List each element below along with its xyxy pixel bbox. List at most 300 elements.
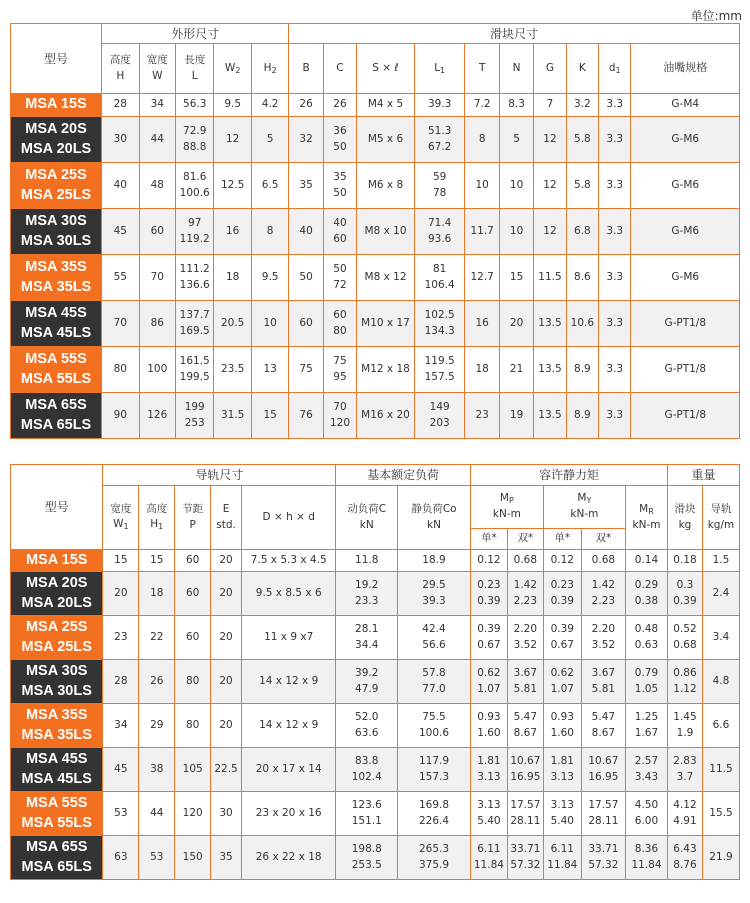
cell-wr: 6.6 [702, 704, 739, 748]
model-name: MSA 25LS [21, 638, 92, 655]
cell-l1: 51.3 67.2 [414, 117, 465, 163]
cell-c: 70 120 [323, 393, 356, 439]
model-cell [11, 836, 103, 880]
table-row [11, 704, 740, 748]
model-name: MSA 25S [25, 618, 88, 635]
cell-h2: 13 [251, 347, 288, 393]
cell-e: 22.5 [211, 748, 242, 792]
col-header-g: G [534, 44, 566, 94]
cell-mps: 0.12 [470, 550, 507, 572]
cell-s: M5 x 6 [357, 117, 415, 163]
model-name: MSA 30LS [21, 682, 92, 699]
cell-c: 28.1 34.4 [336, 616, 398, 660]
model-cell [11, 704, 103, 748]
cell-w: 100 [139, 347, 175, 393]
cell-n: 15 [499, 255, 533, 301]
col-header-w2: $W_2$ [214, 44, 251, 94]
model-cell [11, 209, 102, 255]
cell-w: 44 [139, 117, 175, 163]
cell-mr: 4.50 6.00 [625, 792, 667, 836]
cell-mr: 0.79 1.05 [625, 660, 667, 704]
col-header-oil-nipple: 油嘴规格 [631, 44, 740, 94]
col-header-block-weight: 滑块 kg [668, 486, 703, 550]
cell-dhd: 26 x 22 x 18 [241, 836, 335, 880]
model-cell [11, 301, 102, 347]
cell-l: 81.6 100.6 [175, 163, 213, 209]
cell-mr: 0.29 0.38 [625, 572, 667, 616]
col-header-double: 双* [507, 529, 543, 550]
model-name: MSA 55LS [21, 814, 92, 831]
cell-wr: 21.9 [702, 836, 739, 880]
cell-h1: 38 [139, 748, 175, 792]
table-row [11, 209, 740, 255]
cell-myd: 0.68 [581, 550, 625, 572]
header-weight: 重量 [668, 465, 740, 486]
col-header-n: N [499, 44, 533, 94]
cell-k: 8.6 [566, 255, 598, 301]
cell-k: 8.9 [566, 393, 598, 439]
cell-oil: G-M6 [631, 117, 740, 163]
model-name: MSA 55LS [20, 370, 92, 387]
cell-t: 10 [465, 163, 499, 209]
cell-h1: 15 [139, 550, 175, 572]
cell-mpd: 5.47 8.67 [507, 704, 543, 748]
cell-wb: 2.83 3.7 [668, 748, 703, 792]
header-static-moment: 容许静力矩 [470, 465, 667, 486]
model-cell [11, 550, 103, 572]
table-row [11, 255, 740, 301]
cell-myd: 33.71 57.32 [581, 836, 625, 880]
col-header-d1: $d_1$ [599, 44, 631, 94]
cell-mpd: 1.42 2.23 [507, 572, 543, 616]
cell-b: 26 [289, 94, 323, 117]
table-row [11, 347, 740, 393]
cell-wb: 0.3 0.39 [668, 572, 703, 616]
cell-l1: 39.3 [414, 94, 465, 117]
cell-mr: 1.25 1.67 [625, 704, 667, 748]
cell-h: 28 [102, 94, 139, 117]
cell-mps: 0.23 0.39 [470, 572, 507, 616]
cell-wr: 1.5 [702, 550, 739, 572]
cell-h2: 10 [251, 301, 288, 347]
table-row [11, 94, 740, 117]
cell-co: 75.5 100.6 [398, 704, 471, 748]
cell-w2: 20.5 [214, 301, 251, 347]
cell-p: 60 [175, 572, 211, 616]
cell-wb: 0.18 [668, 550, 703, 572]
model-name: MSA 20S [25, 120, 87, 137]
model-name: MSA 15S [25, 96, 87, 113]
cell-d1: 3.3 [599, 94, 631, 117]
model-cell [11, 163, 102, 209]
col-header-dynamic-load: 动负荷C kN [336, 486, 398, 550]
cell-w1: 23 [103, 616, 139, 660]
cell-w: 126 [139, 393, 175, 439]
cell-mys: 0.12 [543, 550, 581, 572]
cell-s: M8 x 10 [357, 209, 415, 255]
cell-k: 5.8 [566, 163, 598, 209]
cell-mys: 0.93 1.60 [543, 704, 581, 748]
cell-oil: G-PT1/8 [631, 393, 740, 439]
cell-mps: 0.39 0.67 [470, 616, 507, 660]
cell-h2: 6.5 [251, 163, 288, 209]
cell-g: 12 [534, 117, 566, 163]
cell-oil: G-PT1/8 [631, 301, 740, 347]
cell-t: 16 [465, 301, 499, 347]
cell-dhd: 11 x 9 x7 [241, 616, 335, 660]
cell-w1: 15 [103, 550, 139, 572]
col-header-s-l: S × ℓ [357, 44, 415, 94]
cell-n: 10 [499, 209, 533, 255]
col-header-b: B [289, 44, 323, 94]
cell-t: 18 [465, 347, 499, 393]
col-header-static-load: 静负荷Co kN [398, 486, 471, 550]
cell-mpd: 10.67 16.95 [507, 748, 543, 792]
cell-co: 29.5 39.3 [398, 572, 471, 616]
cell-wb: 6.43 8.76 [668, 836, 703, 880]
cell-d1: 3.3 [599, 393, 631, 439]
cell-c: 75 95 [323, 347, 356, 393]
cell-e: 20 [211, 616, 242, 660]
cell-h: 40 [102, 163, 139, 209]
cell-c: 35 50 [323, 163, 356, 209]
model-name: MSA 65S [25, 396, 87, 413]
cell-w1: 53 [103, 792, 139, 836]
cell-g: 12 [534, 209, 566, 255]
cell-mps: 3.13 5.40 [470, 792, 507, 836]
cell-h2: 4.2 [251, 94, 288, 117]
cell-p: 80 [175, 660, 211, 704]
cell-mr: 8.36 11.84 [625, 836, 667, 880]
cell-w2: 31.5 [214, 393, 251, 439]
col-header-h2: $H_2$ [251, 44, 288, 94]
cell-c: 40 60 [323, 209, 356, 255]
cell-h: 70 [102, 301, 139, 347]
cell-h1: 44 [139, 792, 175, 836]
cell-w2: 18 [214, 255, 251, 301]
cell-co: 265.3 375.9 [398, 836, 471, 880]
cell-d1: 3.3 [599, 255, 631, 301]
cell-c: 36 50 [323, 117, 356, 163]
col-header-d-h-d: D × h × d [241, 486, 335, 550]
cell-wr: 15.5 [702, 792, 739, 836]
cell-t: 11.7 [465, 209, 499, 255]
col-header-width-w1: 宽度 $W_1$ [103, 486, 139, 550]
cell-mys: 3.13 5.40 [543, 792, 581, 836]
cell-l1: 102.5 134.3 [414, 301, 465, 347]
model-name: MSA 20LS [21, 594, 92, 611]
cell-mps: 0.62 1.07 [470, 660, 507, 704]
model-name: MSA 25S [25, 166, 87, 183]
header-rail-dimensions: 导轨尺寸 [103, 465, 336, 486]
model-cell [11, 255, 102, 301]
cell-b: 75 [289, 347, 323, 393]
cell-d1: 3.3 [599, 301, 631, 347]
cell-w1: 28 [103, 660, 139, 704]
table-row [11, 616, 740, 660]
col-header-height-h1: 高度 $H_1$ [139, 486, 175, 550]
unit-label: 单位:mm [690, 9, 742, 23]
cell-mys: 6.11 11.84 [543, 836, 581, 880]
cell-g: 7 [534, 94, 566, 117]
cell-mps: 0.93 1.60 [470, 704, 507, 748]
cell-oil: G-PT1/8 [631, 347, 740, 393]
cell-wr: 4.8 [702, 660, 739, 704]
model-name: MSA 35LS [20, 278, 92, 295]
cell-h: 30 [102, 117, 139, 163]
rail-load-moment-table [10, 464, 740, 880]
cell-p: 120 [175, 792, 211, 836]
cell-dhd: 14 x 12 x 9 [241, 704, 335, 748]
col-header-e-std: E std. [211, 486, 242, 550]
cell-k: 3.2 [566, 94, 598, 117]
table-row [11, 748, 740, 792]
cell-w: 48 [139, 163, 175, 209]
cell-d1: 3.3 [599, 209, 631, 255]
cell-oil: G-M6 [631, 209, 740, 255]
model-name: MSA 45S [25, 750, 88, 767]
cell-d1: 3.3 [599, 117, 631, 163]
cell-n: 10 [499, 163, 533, 209]
cell-l: 97 119.2 [175, 209, 213, 255]
cell-h: 55 [102, 255, 139, 301]
model-cell [11, 94, 102, 117]
cell-wb: 1.45 1.9 [668, 704, 703, 748]
model-cell [11, 660, 103, 704]
cell-c: 19.2 23.3 [336, 572, 398, 616]
col-header-mr: $M_R$ kN-m [625, 486, 667, 550]
cell-mr: 2.57 3.43 [625, 748, 667, 792]
cell-b: 50 [289, 255, 323, 301]
cell-mys: 1.81 3.13 [543, 748, 581, 792]
table-row [11, 550, 740, 572]
cell-d1: 3.3 [599, 163, 631, 209]
col-header-k: K [566, 44, 598, 94]
model-name: MSA 45LS [21, 770, 92, 787]
model-cell [11, 616, 103, 660]
cell-n: 19 [499, 393, 533, 439]
model-cell [11, 748, 103, 792]
cell-b: 60 [289, 301, 323, 347]
cell-co: 57.8 77.0 [398, 660, 471, 704]
header-model: 型号 [11, 24, 102, 94]
cell-p: 105 [175, 748, 211, 792]
cell-co: 169.8 226.4 [398, 792, 471, 836]
table-row [11, 660, 740, 704]
cell-oil: G-M6 [631, 163, 740, 209]
cell-l: 199 253 [175, 393, 213, 439]
col-header-t: T [465, 44, 499, 94]
model-name: MSA 65LS [20, 416, 92, 433]
cell-h2: 9.5 [251, 255, 288, 301]
cell-h1: 29 [139, 704, 175, 748]
table-row [11, 163, 740, 209]
cell-dhd: 14 x 12 x 9 [241, 660, 335, 704]
cell-n: 5 [499, 117, 533, 163]
cell-l: 111.2 136.6 [175, 255, 213, 301]
header-outer-dimensions: 外形尺寸 [102, 24, 289, 44]
cell-mys: 0.39 0.67 [543, 616, 581, 660]
cell-mps: 1.81 3.13 [470, 748, 507, 792]
cell-myd: 5.47 8.67 [581, 704, 625, 748]
model-cell [11, 393, 102, 439]
col-header-mp: $M_P$ kN-m [470, 486, 543, 529]
cell-h1: 22 [139, 616, 175, 660]
table-row [11, 792, 740, 836]
cell-c: 11.8 [336, 550, 398, 572]
cell-c: 198.8 253.5 [336, 836, 398, 880]
cell-e: 30 [211, 792, 242, 836]
model-name: MSA 30S [25, 662, 88, 679]
cell-mpd: 3.67 5.81 [507, 660, 543, 704]
cell-l1: 71.4 93.6 [414, 209, 465, 255]
cell-h2: 8 [251, 209, 288, 255]
cell-wr: 2.4 [702, 572, 739, 616]
cell-t: 12.7 [465, 255, 499, 301]
cell-myd: 10.67 16.95 [581, 748, 625, 792]
cell-co: 42.4 56.6 [398, 616, 471, 660]
model-name: MSA 45S [25, 304, 87, 321]
cell-h: 90 [102, 393, 139, 439]
cell-w1: 63 [103, 836, 139, 880]
cell-l: 56.3 [175, 94, 213, 117]
header-model: 型号 [11, 465, 103, 550]
cell-k: 8.9 [566, 347, 598, 393]
col-header-single: 单* [543, 529, 581, 550]
table-row [11, 117, 740, 163]
cell-oil: G-M6 [631, 255, 740, 301]
cell-wr: 3.4 [702, 616, 739, 660]
model-cell [11, 117, 102, 163]
cell-g: 11.5 [534, 255, 566, 301]
cell-e: 20 [211, 572, 242, 616]
cell-myd: 1.42 2.23 [581, 572, 625, 616]
model-name: MSA 30LS [20, 232, 92, 249]
cell-l1: 81 106.4 [414, 255, 465, 301]
cell-myd: 17.57 28.11 [581, 792, 625, 836]
cell-mys: 0.62 1.07 [543, 660, 581, 704]
cell-c: 83.8 102.4 [336, 748, 398, 792]
col-header-c: C [323, 44, 356, 94]
cell-b: 40 [289, 209, 323, 255]
cell-n: 20 [499, 301, 533, 347]
cell-l: 72.9 88.8 [175, 117, 213, 163]
cell-s: M8 x 12 [357, 255, 415, 301]
cell-s: M4 x 5 [357, 94, 415, 117]
model-name: MSA 55S [25, 794, 88, 811]
cell-dhd: 7.5 x 5.3 x 4.5 [241, 550, 335, 572]
cell-c: 123.6 151.1 [336, 792, 398, 836]
cell-e: 20 [211, 704, 242, 748]
cell-h: 45 [102, 209, 139, 255]
cell-w: 34 [139, 94, 175, 117]
model-name: MSA 30S [25, 212, 87, 229]
cell-w2: 23.5 [214, 347, 251, 393]
cell-h2: 15 [251, 393, 288, 439]
col-header-my: $M_Y$ kN-m [543, 486, 625, 529]
col-header-single: 单* [470, 529, 507, 550]
cell-c: 26 [323, 94, 356, 117]
cell-w2: 16 [214, 209, 251, 255]
cell-k: 10.6 [566, 301, 598, 347]
cell-b: 76 [289, 393, 323, 439]
table-row [11, 393, 740, 439]
cell-l: 137.7 169.5 [175, 301, 213, 347]
model-name: MSA 35S [25, 706, 88, 723]
cell-b: 35 [289, 163, 323, 209]
cell-e: 20 [211, 660, 242, 704]
cell-c: 39.2 47.9 [336, 660, 398, 704]
cell-b: 32 [289, 117, 323, 163]
cell-k: 5.8 [566, 117, 598, 163]
cell-t: 23 [465, 393, 499, 439]
cell-mpd: 17.57 28.11 [507, 792, 543, 836]
col-header-l1: $L_1$ [414, 44, 465, 94]
cell-mps: 6.11 11.84 [470, 836, 507, 880]
cell-w1: 34 [103, 704, 139, 748]
model-cell [11, 347, 102, 393]
cell-s: M6 x 8 [357, 163, 415, 209]
cell-l1: 59 78 [414, 163, 465, 209]
cell-p: 80 [175, 704, 211, 748]
model-name: MSA 65S [25, 838, 88, 855]
table-row [11, 301, 740, 347]
cell-myd: 3.67 5.81 [581, 660, 625, 704]
model-name: MSA 65LS [21, 858, 92, 875]
cell-mr: 0.48 0.63 [625, 616, 667, 660]
col-header-length-l: 長度 L [175, 44, 213, 94]
model-cell [11, 572, 103, 616]
cell-co: 18.9 [398, 550, 471, 572]
cell-k: 6.8 [566, 209, 598, 255]
cell-mpd: 2.20 3.52 [507, 616, 543, 660]
col-header-height-h: 高度 H [102, 44, 139, 94]
header-block-dimensions: 滑块尺寸 [289, 24, 740, 44]
block-dimensions-table [10, 23, 740, 439]
model-name: MSA 45LS [20, 324, 92, 341]
cell-n: 21 [499, 347, 533, 393]
cell-mys: 0.23 0.39 [543, 572, 581, 616]
cell-w2: 12.5 [214, 163, 251, 209]
cell-t: 7.2 [465, 94, 499, 117]
cell-dhd: 20 x 17 x 14 [241, 748, 335, 792]
cell-h1: 53 [139, 836, 175, 880]
col-header-pitch-p: 节距 P [175, 486, 211, 550]
model-name: MSA 25LS [20, 186, 92, 203]
cell-dhd: 9.5 x 8.5 x 6 [241, 572, 335, 616]
cell-w1: 45 [103, 748, 139, 792]
model-name: MSA 35S [25, 258, 87, 275]
cell-myd: 2.20 3.52 [581, 616, 625, 660]
header-basic-load: 基本额定负荷 [336, 465, 471, 486]
cell-g: 13.5 [534, 301, 566, 347]
cell-wb: 4.12 4.91 [668, 792, 703, 836]
cell-p: 150 [175, 836, 211, 880]
table-row [11, 836, 740, 880]
cell-oil: G-M4 [631, 94, 740, 117]
cell-wb: 0.86 1.12 [668, 660, 703, 704]
model-name: MSA 15S [25, 551, 88, 568]
model-name: MSA 35LS [21, 726, 92, 743]
cell-d1: 3.3 [599, 347, 631, 393]
cell-e: 20 [211, 550, 242, 572]
cell-c: 60 80 [323, 301, 356, 347]
cell-wb: 0.52 0.68 [668, 616, 703, 660]
cell-g: 13.5 [534, 393, 566, 439]
cell-c: 50 72 [323, 255, 356, 301]
cell-p: 60 [175, 550, 211, 572]
cell-l: 161.5 199.5 [175, 347, 213, 393]
